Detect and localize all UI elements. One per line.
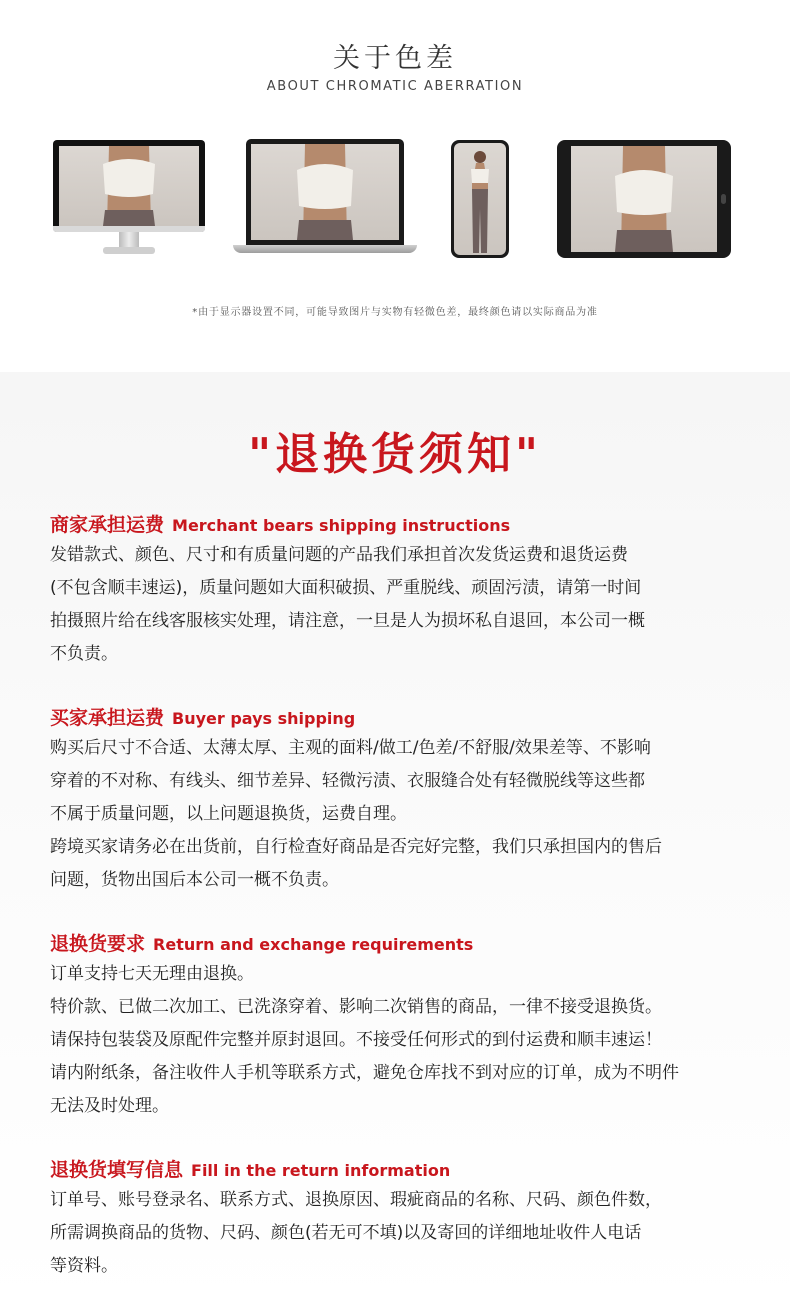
paragraph-line: 穿着的不对称、有线头、细节差异、轻微污渍、衣服缝合处有轻微脱线等这些都 xyxy=(50,771,645,791)
heading-cn: 商家承担运费 xyxy=(50,514,165,536)
section-buyer-shipping xyxy=(50,704,750,897)
paragraph-line: 请保持包装袋及原配件完整并原封退回。不接受任何形式的到付运费和顺丰速运！ xyxy=(50,1030,662,1050)
heading-en: Buyer pays shipping xyxy=(172,709,356,728)
paragraph-line: (不包含顺丰速运)，质量问题如大面积破损、严重脱线、顽固污渍，请第一时间 xyxy=(50,578,642,598)
monitor-icon xyxy=(53,140,205,258)
paragraph-line: 订单号、账号登录名、联系方式、退换原因、瑕疵商品的名称、尺码、颜色件数， xyxy=(50,1190,662,1210)
paragraph-line: 发错款式、颜色、尺寸和有质量问题的产品我们承担首次发货运费和退货运费 xyxy=(50,545,628,565)
paragraph-line: 跨境买家请务必在出货前，自行检查好商品是否完好完整，我们只承担国内的售后 xyxy=(50,837,662,857)
section-heading xyxy=(50,930,750,958)
paragraph-line: 订单支持七天无理由退换。 xyxy=(50,964,254,984)
paragraph-line: 请内附纸条，备注收件人手机等联系方式，避免仓库找不到对应的订单，成为不明件 xyxy=(50,1063,679,1083)
section-return-info xyxy=(50,1156,750,1283)
paragraph-line: 问题，货物出国后本公司一概不负责。 xyxy=(50,870,339,890)
chromatic-title: 关于色差 xyxy=(333,43,457,74)
paragraph-line: 所需调换商品的货物、尺码、颜色(若无可不填)以及寄回的详细地址收件人电话 xyxy=(50,1223,642,1243)
chromatic-subtitle: ABOUT CHROMATIC ABERRATION xyxy=(266,79,524,94)
phone-icon xyxy=(451,140,509,258)
paragraph-line: 不负责。 xyxy=(50,644,118,664)
paragraph-line: 购买后尺寸不合适、太薄太厚、主观的面料/做工/色差/不舒服/效果差等、不影响 xyxy=(50,738,651,758)
heading-cn: 买家承担运费 xyxy=(50,707,165,729)
paragraph-line: 不属于质量问题，以上问题退换货，运费自理。 xyxy=(50,804,407,824)
heading-en: Return and exchange requirements xyxy=(153,935,474,954)
paragraph-line: 拍摄照片给在线客服核实处理，请注意，一旦是人为损坏私自退回，本公司一概 xyxy=(50,611,645,631)
return-notice-title: "退换货须知" xyxy=(248,429,542,480)
heading-cn: 退换货要求 xyxy=(50,933,146,955)
section-heading xyxy=(50,511,750,539)
heading-en: Fill in the return information xyxy=(191,1161,451,1180)
section-heading xyxy=(50,704,750,732)
tablet-icon xyxy=(557,140,731,258)
heading-en: Merchant bears shipping instructions xyxy=(172,516,511,535)
heading-cn: 退换货填写信息 xyxy=(50,1159,184,1181)
laptop-icon xyxy=(233,139,417,257)
paragraph-line: 特价款、已做二次加工、已洗涤穿着、影响二次销售的商品，一律不接受退换货。 xyxy=(50,997,662,1017)
color-disclaimer: *由于显示器设置不同，可能导致图片与实物有轻微色差，最终颜色请以实际商品为准 xyxy=(192,307,598,318)
section-return-requirements xyxy=(50,930,750,1123)
section-heading xyxy=(50,1156,750,1184)
paragraph-line: 无法及时处理。 xyxy=(50,1096,169,1116)
paragraph-line: 等资料。 xyxy=(50,1256,118,1276)
section-merchant-shipping xyxy=(50,511,750,671)
